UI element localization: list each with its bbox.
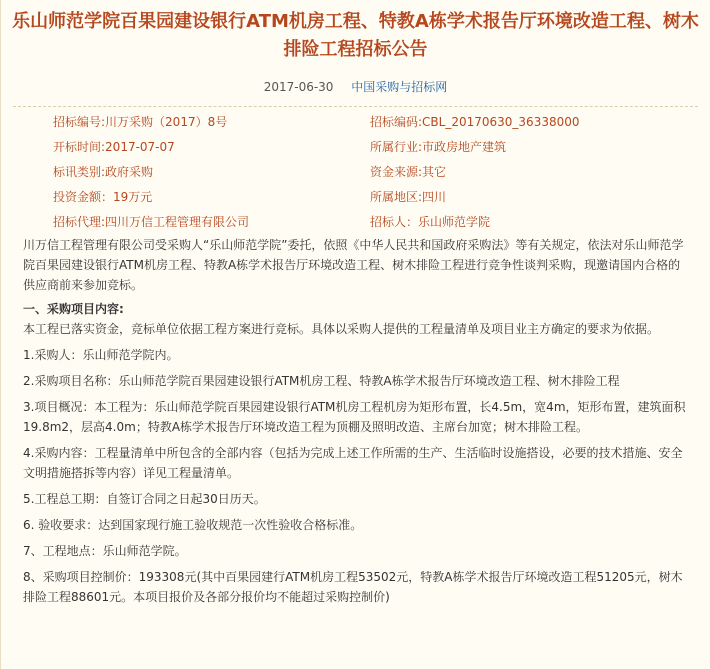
fund-source: 资金来源:其它 xyxy=(370,165,447,179)
source-link[interactable]: 中国采购与招标网 xyxy=(351,80,448,94)
list-item: 5.工程总工期：自签订合同之日起30日历天。 xyxy=(23,492,266,506)
bid-info-grid xyxy=(1,115,710,229)
tenderer: 招标人：乐山师范学院 xyxy=(370,215,491,229)
intro-paragraph: 川万信工程管理有限公司受采购人“乐山师范学院”委托，依照《中华人民共和国政府采购法》等有关规定，依法对乐山师范学院百果园建设银行ATM机房工程、特教A栋学术报告厅环境改造工程、树木排险工程进行竞争性谈判采购，现邀请国内合格的供应商前来参加竞标。 xyxy=(23,238,684,292)
paragraph: 本工程已落实资金，竞标单位依据工程方案进行竞标。具体以采购人提供的工程量清单及项目业主方确定的要求为依据。 xyxy=(23,322,660,336)
notice-category: 标讯类别:政府采购 xyxy=(53,165,154,179)
article-meta xyxy=(1,78,710,96)
list-item: 8、采购项目控制价：193308元(其中百果园建行ATM机房工程53502元，特教A栋学术报告厅环境改造工程51205元，树木排险工程88601元。本项目报价及各部分报价均不能超过采购控制价) xyxy=(23,570,683,604)
list-item: 4.采购内容：工程量清单中所包含的全部内容（包括为完成上述工作所需的生产、生活临时设施搭设，必要的技术措施、安全文明措施搭拆等内容）详见工程量清单。 xyxy=(23,446,683,480)
bid-code: 招标编码:CBL_20170630_36338000 xyxy=(370,115,580,129)
list-item: 3.项目概况：本工程为：乐山师范学院百果园建设银行ATM机房工程机房为矩形布置，长4.5m，宽4m，矩形布置，建筑面积19.8m2，层高4.0m；特教A栋学术报告厅环境改造工程为顶棚及照明改造、主席台加宽；树木排险工程。 xyxy=(23,400,686,434)
list-item: 2.采购项目名称：乐山师范学院百果园建设银行ATM机房工程、特教A栋学术报告厅环境改造工程、树木排险工程 xyxy=(23,374,620,388)
section-heading: 一、采购项目内容: xyxy=(23,302,124,316)
bid-number: 招标编号:川万采购（2017）8号 xyxy=(53,115,228,129)
industry: 所属行业:市政房地产建筑 xyxy=(370,140,507,154)
list-item: 7、工程地点：乐山师范学院。 xyxy=(23,544,187,558)
bid-agent: 招标代理:四川万信工程管理有限公司 xyxy=(53,215,250,229)
list-item: 1.采购人：乐山师范学院内。 xyxy=(23,348,179,362)
region: 所属地区:四川 xyxy=(370,190,447,204)
investment-amount: 投资金额：19万元 xyxy=(53,190,153,204)
title-divider xyxy=(13,106,698,107)
page-title: 乐山师范学院百果园建设银行ATM机房工程、特教A栋学术报告厅环境改造工程、树木排险工程招标公告 xyxy=(12,11,699,60)
list-item: 6. 验收要求：达到国家现行施工验收规范一次性验收合格标准。 xyxy=(23,518,363,532)
publish-date: 2017-06-30 xyxy=(263,80,334,94)
opening-time: 开标时间:2017-07-07 xyxy=(53,140,175,154)
announcement-body xyxy=(1,235,710,607)
